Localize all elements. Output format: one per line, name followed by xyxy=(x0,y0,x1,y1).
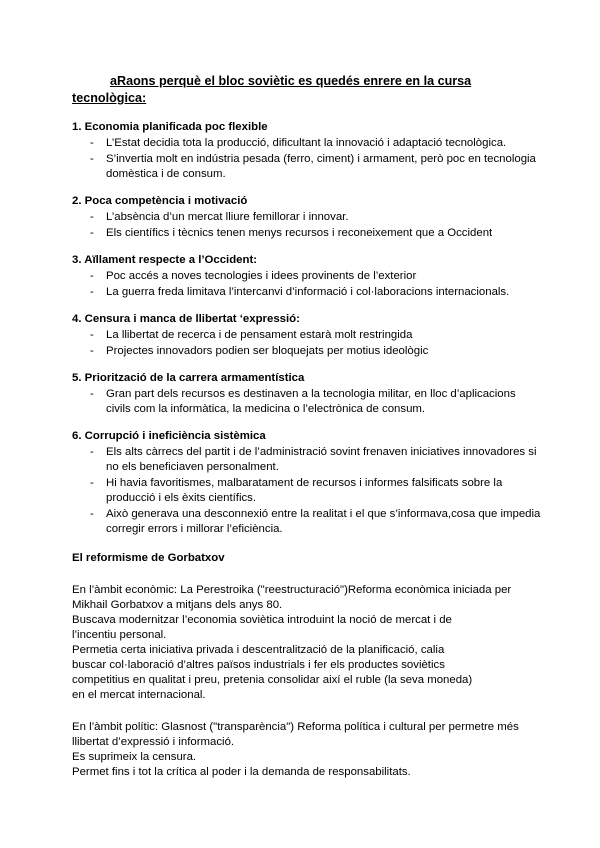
bullet-list xyxy=(72,387,542,417)
section-corrupcio xyxy=(72,429,542,537)
section-heading: 3. Aïllament respecte a l’Occident: xyxy=(72,254,258,266)
list-item-text: Projectes innovadors podien ser bloquejats per motius ideològic xyxy=(106,345,429,357)
paragraph-line: Mikhail Gorbatxov a mitjans dels anys 80. xyxy=(72,599,283,611)
section-carrera-armamentistica xyxy=(72,371,542,417)
paragraph-line: competitius en qualitat i preu, pretenia consolidar així el ruble (la seva moneda) xyxy=(72,674,473,686)
list-item xyxy=(72,476,542,506)
dash-bullet-icon: - xyxy=(90,388,94,400)
list-item xyxy=(72,507,542,537)
paragraph-line: l’incentiu personal. xyxy=(72,629,167,641)
list-item-text: Poc accés a noves tecnologies i idees provinents de l’exterior xyxy=(106,270,417,282)
list-item xyxy=(72,136,542,151)
dash-bullet-icon: - xyxy=(90,446,94,458)
dash-bullet-icon: - xyxy=(90,137,94,149)
list-item-text: S’invertia molt en indústria pesada (ferro, ciment) i armament, però poc en tecnologia domèstica i de consum. xyxy=(106,153,536,180)
list-item xyxy=(72,226,542,241)
bullet-list xyxy=(72,210,542,241)
list-item-text: Els alts càrrecs del partit i de l’administració sovint frenaven iniciatives innovadores si no els beneficiaven personalment. xyxy=(106,446,537,473)
list-item-text: Hi havia favoritismes, malbaratament de recursos i informes falsificats sobre la producció i els èxits científics. xyxy=(106,477,503,504)
list-item-text: L’absència d’un mercat lliure femillorar i innovar. xyxy=(106,211,349,223)
list-item-text: Els científics i tècnics tenen menys recursos i reconeixement que a Occident xyxy=(106,227,493,239)
list-item xyxy=(72,210,542,225)
list-item-text: Això generava una desconnexió entre la realitat i el que s’informava,cosa que impedia corregir errors i millorar l’eficiència. xyxy=(106,508,541,535)
bullet-list xyxy=(72,136,542,182)
dash-bullet-icon: - xyxy=(90,345,94,357)
list-item xyxy=(72,152,542,182)
list-item-text: La guerra freda limitava l’intercanvi d’informació i col·laboracions internacionals. xyxy=(106,286,510,298)
dash-bullet-icon: - xyxy=(90,211,94,223)
paragraph-line: buscar col·laboració d’altres països industrials i fer els productes soviètics xyxy=(72,659,445,671)
dash-bullet-icon: - xyxy=(90,270,94,282)
dash-bullet-icon: - xyxy=(90,477,94,489)
list-item xyxy=(72,445,542,475)
bullet-list xyxy=(72,328,542,359)
document-page xyxy=(72,73,542,797)
political-paragraph xyxy=(72,720,542,780)
paragraph-line: Permet fins i tot la crítica al poder i la demanda de responsabilitats. xyxy=(72,766,411,778)
list-item xyxy=(72,344,542,359)
document-title xyxy=(72,73,542,107)
section-heading: 2. Poca competència i motivació xyxy=(72,195,248,207)
list-item-text: La llibertat de recerca i de pensament estarà molt restringida xyxy=(106,329,413,341)
paragraph-line: En l’àmbit econòmic: La Perestroika ("reestructuració")Reforma econòmica iniciada per xyxy=(72,584,512,596)
paragraph-line: En l’àmbit polític: Glasnost ("transparència") Reforma política i cultural per permetre més xyxy=(72,721,519,733)
list-item xyxy=(72,285,542,300)
section-aillament xyxy=(72,253,542,300)
list-item-text: L’Estat decidia tota la producció, dificultant la innovació i adaptació tecnològica. xyxy=(106,137,507,149)
title-line-2: tecnològica: xyxy=(72,91,147,105)
dash-bullet-icon: - xyxy=(90,286,94,298)
bullet-list xyxy=(72,445,542,537)
dash-bullet-icon: - xyxy=(90,227,94,239)
bullet-list xyxy=(72,269,542,300)
section-poca-competencia xyxy=(72,194,542,241)
paragraph-line: en el mercat internacional. xyxy=(72,689,206,701)
section-censura xyxy=(72,312,542,359)
reform-heading: El reformisme de Gorbatxov xyxy=(72,552,225,564)
paragraph-line: llibertat d’expressió i informació. xyxy=(72,736,235,748)
list-item xyxy=(72,328,542,343)
list-item xyxy=(72,269,542,284)
list-item-text: Gran part dels recursos es destinaven a la tecnologia militar, en lloc d’aplicacions civils com la informàtica, la medicina o l’electrònica de consum. xyxy=(106,388,516,415)
section-heading: 5. Priorització de la carrera armamentística xyxy=(72,372,305,384)
paragraph-line: Permetia certa iniciativa privada i descentralització de la planificació, calia xyxy=(72,644,445,656)
dash-bullet-icon: - xyxy=(90,329,94,341)
dash-bullet-icon: - xyxy=(90,508,94,520)
section-heading: 1. Economia planificada poc flexible xyxy=(72,121,268,133)
paragraph-line: Es suprimeix la censura. xyxy=(72,751,197,763)
section-heading: 6. Corrupció i ineficiència sistèmica xyxy=(72,430,266,442)
list-item xyxy=(72,387,542,417)
dash-bullet-icon: - xyxy=(90,153,94,165)
section-economia-planificada xyxy=(72,120,542,182)
section-heading: 4. Censura i manca de llibertat ‘expressió: xyxy=(72,313,300,325)
title-line-1: aRaons perquè el bloc soviètic es quedés enrere en la cursa xyxy=(110,74,472,88)
economic-paragraph xyxy=(72,583,542,703)
paragraph-line: Buscava modernitzar l’economia soviètica introduint la noció de mercat i de xyxy=(72,614,452,626)
